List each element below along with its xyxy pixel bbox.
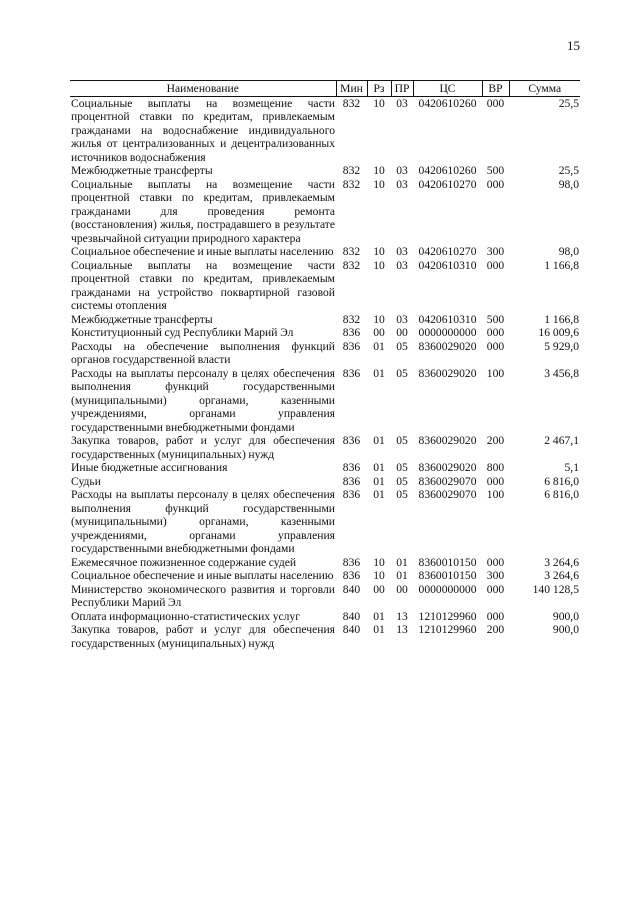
cell-pr: 05 — [396, 461, 408, 474]
cell-vr: 100 — [486, 366, 505, 380]
cell-cs: 1210129960 — [418, 623, 477, 636]
cell-sum: 1 166,8 — [544, 258, 579, 272]
cell-name: Министерство экономического развития и торговли Республики Марий Эл — [71, 582, 335, 609]
cell-name: Межбюджетные трансферты — [71, 312, 213, 326]
table-row — [70, 164, 580, 178]
header-sum: Сумма — [509, 81, 580, 97]
table-row — [70, 96, 580, 164]
cell-vr: 500 — [486, 312, 505, 326]
cell-sum: 900,0 — [552, 609, 579, 623]
cell-min: 836 — [342, 434, 361, 447]
cell-rz: 10 — [373, 312, 385, 326]
cell-vr: 000 — [486, 258, 505, 272]
table-row — [70, 461, 580, 475]
cell-sum: 900,0 — [552, 623, 579, 636]
table-header — [70, 81, 580, 97]
cell-min: 832 — [342, 258, 361, 272]
cell-vr: 000 — [486, 339, 505, 353]
cell-pr: 03 — [396, 258, 408, 272]
cell-sum: 3 456,8 — [544, 366, 579, 380]
cell-vr: 200 — [486, 434, 505, 447]
cell-sum: 98,0 — [558, 177, 579, 191]
cell-rz: 10 — [373, 245, 385, 258]
cell-cs: 8360010150 — [418, 569, 477, 582]
header-rz: Рз — [367, 81, 391, 97]
cell-min: 836 — [342, 366, 361, 380]
cell-sum: 3 264,6 — [544, 569, 579, 582]
cell-min: 832 — [342, 96, 361, 110]
cell-sum: 5 929,0 — [544, 339, 579, 353]
cell-pr: 01 — [396, 569, 408, 582]
cell-pr: 03 — [396, 312, 408, 326]
cell-rz: 01 — [373, 474, 385, 488]
cell-cs: 0420610270 — [418, 177, 477, 191]
cell-rz: 00 — [373, 326, 385, 339]
cell-name: Социальные выплаты на возмещение части процентной ставки по кредитам, привлекаемым гражданами на водоснабжение индивидуального жилья от централизованных и децентрализованных источников водоснабжения — [71, 96, 335, 164]
table-row — [70, 488, 580, 556]
cell-vr: 000 — [486, 555, 505, 569]
cell-min: 836 — [342, 474, 361, 488]
cell-name: Оплата информационно-статистических услуг — [71, 609, 300, 623]
cell-vr: 100 — [486, 488, 505, 501]
cell-sum: 25,5 — [558, 96, 579, 110]
cell-name: Расходы на обеспечение выполнения функций органов государственной власти — [71, 339, 335, 366]
cell-sum: 25,5 — [558, 164, 579, 177]
cell-rz: 01 — [373, 366, 385, 380]
cell-cs: 8360029020 — [418, 339, 477, 353]
cell-vr: 000 — [486, 96, 505, 110]
cell-min: 832 — [342, 245, 361, 258]
cell-rz: 01 — [373, 461, 385, 474]
cell-sum: 16 009,6 — [538, 326, 579, 339]
cell-vr: 300 — [486, 245, 505, 258]
cell-vr: 200 — [486, 623, 505, 636]
table-row — [70, 434, 580, 461]
cell-sum: 140 128,5 — [532, 582, 579, 596]
table-row — [70, 326, 580, 340]
cell-vr: 000 — [486, 582, 505, 596]
cell-vr: 800 — [486, 461, 505, 474]
cell-pr: 05 — [396, 474, 408, 488]
table-row — [70, 583, 580, 610]
cell-name: Ежемесячное пожизненное содержание судей — [71, 555, 297, 569]
cell-pr: 05 — [396, 339, 408, 353]
cell-name: Расходы на выплаты персоналу в целях обеспечения выполнения функций государственными (муниципальными) органами, казенными учреждениями, органами управления государственными внебюджетными фондами — [71, 488, 335, 555]
header-vr: ВР — [482, 81, 509, 97]
cell-name: Социальные выплаты на возмещение части процентной ставки по кредитам, привлекаемым гражданами для проведения ремонта (восстановления) жилья, пострадавшего в результате чрезвычайной ситуации природного характера — [71, 177, 335, 245]
table-row — [70, 610, 580, 624]
cell-min: 836 — [342, 339, 361, 353]
cell-rz: 01 — [373, 609, 385, 623]
cell-name: Судьи — [71, 474, 101, 488]
cell-name: Социальное обеспечение и иные выплаты населению — [71, 245, 334, 258]
header-pr: ПР — [391, 81, 413, 97]
cell-min: 832 — [342, 164, 361, 177]
cell-pr: 00 — [396, 582, 408, 596]
cell-rz: 01 — [373, 488, 385, 501]
cell-rz: 10 — [373, 164, 385, 177]
page-number: 15 — [567, 38, 580, 53]
cell-cs: 0420610260 — [418, 164, 477, 177]
cell-pr: 05 — [396, 434, 408, 447]
table-row — [70, 623, 580, 650]
cell-sum: 6 816,0 — [544, 488, 579, 501]
cell-rz: 01 — [373, 339, 385, 353]
cell-name: Закупка товаров, работ и услуг для обеспечения государственных (муниципальных) нужд — [71, 623, 335, 650]
table-row — [70, 340, 580, 367]
cell-sum: 6 816,0 — [544, 474, 579, 488]
cell-name: Иные бюджетные ассигнования — [71, 461, 228, 474]
cell-cs: 0420610260 — [418, 96, 477, 110]
cell-sum: 1 166,8 — [544, 312, 579, 326]
table-row — [70, 569, 580, 583]
cell-min: 840 — [342, 609, 361, 623]
cell-pr: 01 — [396, 555, 408, 569]
cell-rz: 01 — [373, 623, 385, 636]
cell-sum: 3 264,6 — [544, 555, 579, 569]
cell-cs: 8360029020 — [418, 434, 477, 447]
cell-sum: 2 467,1 — [544, 434, 579, 447]
budget-table — [70, 80, 580, 650]
cell-min: 836 — [342, 488, 361, 501]
cell-cs: 0000000000 — [418, 582, 477, 596]
table-body — [70, 96, 580, 650]
cell-name: Социальное обеспечение и иные выплаты населению — [71, 569, 334, 582]
cell-name: Конституционный суд Республики Марий Эл — [71, 326, 294, 339]
cell-min: 840 — [342, 582, 361, 596]
cell-vr: 000 — [486, 609, 505, 623]
cell-rz: 10 — [373, 258, 385, 272]
cell-rz: 01 — [373, 434, 385, 447]
cell-rz: 10 — [373, 96, 385, 110]
cell-vr: 000 — [486, 177, 505, 191]
cell-name: Социальные выплаты на возмещение части процентной ставки по кредитам, привлекаемым гражданами на устройство поквартирной газовой системы отопления — [71, 258, 335, 312]
cell-cs: 8360029070 — [418, 488, 477, 501]
cell-vr: 000 — [486, 474, 505, 488]
cell-min: 832 — [342, 312, 361, 326]
cell-cs: 8360029020 — [418, 366, 477, 380]
cell-min: 832 — [342, 177, 361, 191]
table-row — [70, 556, 580, 570]
cell-cs: 8360010150 — [418, 555, 477, 569]
table-row — [70, 313, 580, 327]
cell-pr: 03 — [396, 177, 408, 191]
cell-min: 836 — [342, 555, 361, 569]
cell-vr: 500 — [486, 164, 505, 177]
cell-cs: 0420610270 — [418, 245, 477, 258]
table-row — [70, 245, 580, 259]
cell-cs: 1210129960 — [418, 609, 477, 623]
cell-pr: 03 — [396, 245, 408, 258]
cell-rz: 10 — [373, 555, 385, 569]
cell-pr: 05 — [396, 366, 408, 380]
cell-rz: 00 — [373, 582, 385, 596]
table-row — [70, 178, 580, 246]
cell-name: Расходы на выплаты персоналу в целях обеспечения выполнения функций государственными (муниципальными) органами, казенными учреждениями, органами управления государственными внебюджетными фондами — [71, 366, 335, 434]
cell-pr: 03 — [396, 96, 408, 110]
cell-pr: 03 — [396, 164, 408, 177]
cell-name: Закупка товаров, работ и услуг для обеспечения государственных (муниципальных) нужд — [71, 434, 335, 461]
cell-cs: 0420610310 — [418, 312, 477, 326]
cell-vr: 000 — [486, 326, 505, 339]
cell-min: 836 — [342, 461, 361, 474]
header-min: Мин — [336, 81, 367, 97]
cell-min: 836 — [342, 326, 361, 339]
cell-name: Межбюджетные трансферты — [71, 164, 213, 177]
table-row — [70, 367, 580, 435]
cell-pr: 00 — [396, 326, 408, 339]
header-cs: ЦС — [413, 81, 482, 97]
cell-pr: 05 — [396, 488, 408, 501]
cell-cs: 8360029020 — [418, 461, 477, 474]
header-name: Наименование — [70, 81, 336, 97]
cell-min: 840 — [342, 623, 361, 636]
cell-cs: 0420610310 — [418, 258, 477, 272]
cell-min: 836 — [342, 569, 361, 582]
table-row — [70, 259, 580, 313]
cell-sum: 98,0 — [558, 245, 579, 258]
cell-sum: 5,1 — [564, 461, 579, 474]
cell-pr: 13 — [396, 609, 408, 623]
cell-vr: 300 — [486, 569, 505, 582]
cell-rz: 10 — [373, 569, 385, 582]
cell-rz: 10 — [373, 177, 385, 191]
cell-pr: 13 — [396, 623, 408, 636]
cell-cs: 8360029070 — [418, 474, 477, 488]
table-row — [70, 475, 580, 489]
cell-cs: 0000000000 — [418, 326, 477, 339]
